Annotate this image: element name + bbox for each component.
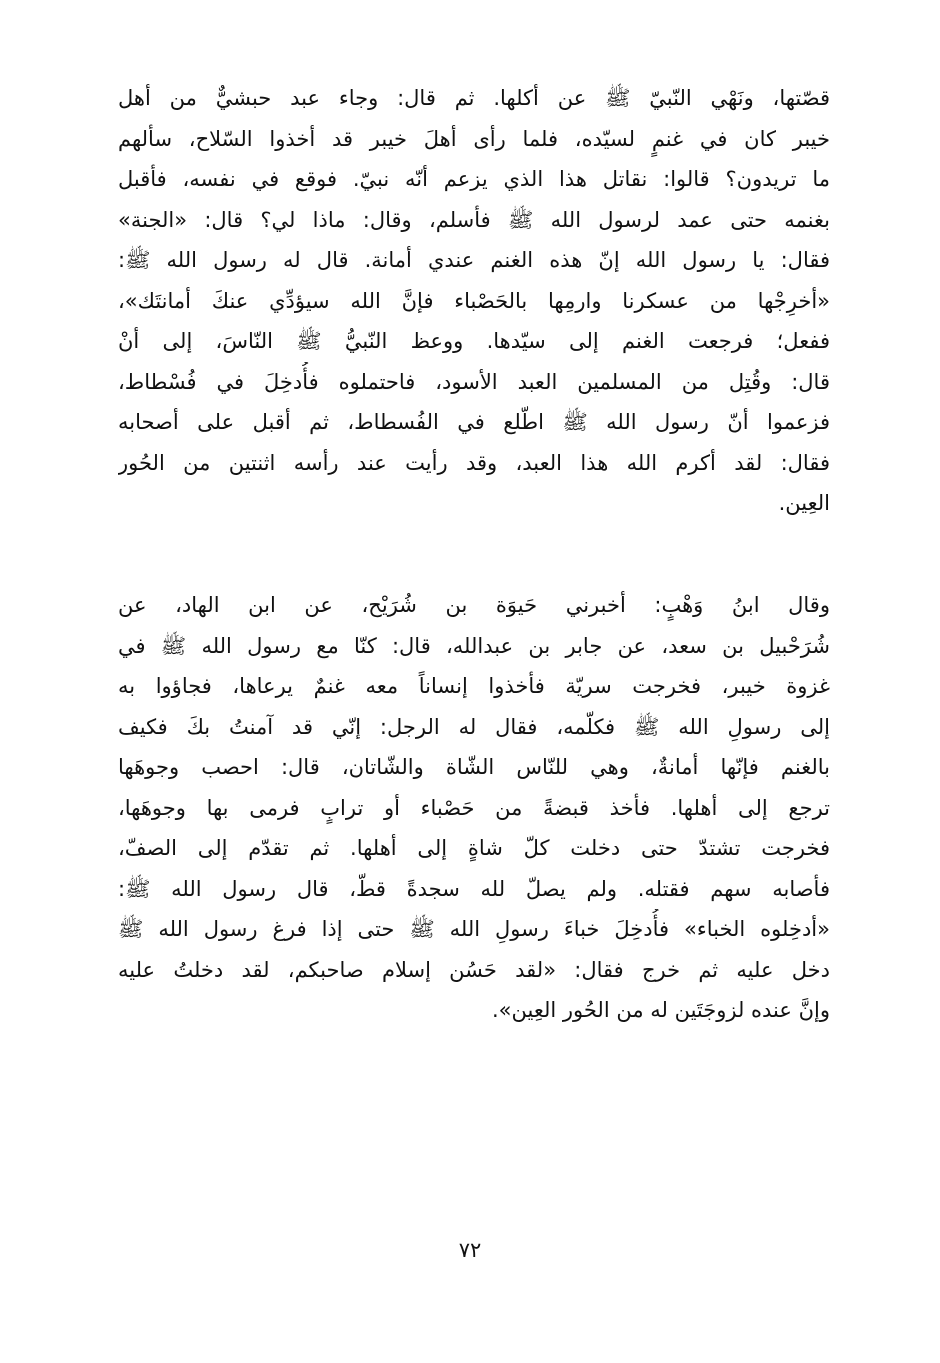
text-line: شُرَحْبيل بن سعد، عن جابر بن عبدالله، قال: كنّا مع رسول الله ﷺ في [118, 633, 830, 658]
text-line: بالغنم فإنّها أمانةٌ، وهي للنّاس الشّاة والشّاتان، قال: احصب وجوهَها [118, 755, 830, 779]
text-line: فقال: لقد أكرم الله هذا العبد، وقد رأيت عند رأسه اثنتين من الحُور [118, 450, 830, 475]
text-line: ففعل؛ فرجعت الغنم إلى سيّدها. ووعظ النّبيُّ ﷺ النّاسَ، إلى أنْ [118, 329, 830, 353]
page-number: ٧٢ [458, 1238, 482, 1262]
text-line: فزعموا أنّ رسول الله ﷺ اطّلع في الفُسطاط، ثم أقبل على أصحابه [118, 410, 830, 434]
text-line: إلى رسولِ الله ﷺ فكلّمه، فقال له الرجل: إنّي قد آمنتُ بكَ فكيف [118, 714, 830, 739]
text-line: قال: وقُتِل من المسلمين العبد الأسود، فاحتملوه فأُدخِلَ في فُسْطاط، [118, 369, 830, 394]
text-line: دخل عليه ثم خرج فقال: «لقد حَسُن إسلام صاحبكم، لقد دخلتُ عليه [118, 957, 830, 982]
text-line: وقال ابنُ وَهْبٍ: أخبرني حَيوَة بن شُرَيْح، عن ابن الهاد، عن [118, 593, 830, 617]
text-line: «أخرِجْها من عسكرنا وارمِها بالحَصْباء فإنَّ الله سيؤدِّي عنكَ أمانتَك»، [118, 288, 830, 313]
text-line: ترجع إلى أهلها. فأخذ قبضةً من حَصْباء أو ترابٍ فرمى بها وجوهَها، [118, 795, 830, 820]
text-line: خيبر كان في غنمٍ لسيّده، فلما رأى أهلَ خيبر قد أخذوا السّلاح، سألهم [118, 126, 830, 151]
text-line: قصّتها، ونَهْي النّبيّ ﷺ عن أكلها. ثم قال: وجاء عبد حبشيٌّ من أهل [118, 86, 830, 110]
text-line: ما تريدون؟ قالوا: نقاتل هذا الذي يزعم أنّه نبيّ. فوقع في نفسه، فأقبل [118, 167, 830, 191]
paragraph-2 [118, 585, 830, 1031]
text-line: وإنَّ عنده لزوجَتَين له من الحُور العِين». [492, 998, 830, 1022]
paragraph-1 [118, 78, 830, 524]
text-line: بغنمه حتى عمد لرسول الله ﷺ فأسلم، وقال: ماذا لي؟ قال: «الجنة» [118, 207, 830, 232]
text-line: فقال: يا رسول الله إنّ هذه الغنم عندي أمانة. قال له رسول الله ﷺ: [118, 248, 830, 272]
text-line: فأصابه سهم فقتله. ولم يصلّ لله سجدةً قطّ، قال رسول الله ﷺ: [118, 876, 830, 901]
text-line: «أدخِلوه الخباء» فأُدخِلَ خباءَ رسولِ الله ﷺ حتى إذا فرغ رسول الله ﷺ [118, 917, 830, 941]
text-line: غزوة خيبر، فخرجت سريّة فأخذوا إنساناً معه غنمٌ يرعاها، فجاؤوا به [118, 674, 830, 698]
text-line: العِين. [778, 491, 830, 515]
text-line: فخرجت تشتدّ حتى دخلت كلّ شاةٍ إلى أهلها. ثم تقدّم إلى الصفّ، [118, 836, 830, 860]
